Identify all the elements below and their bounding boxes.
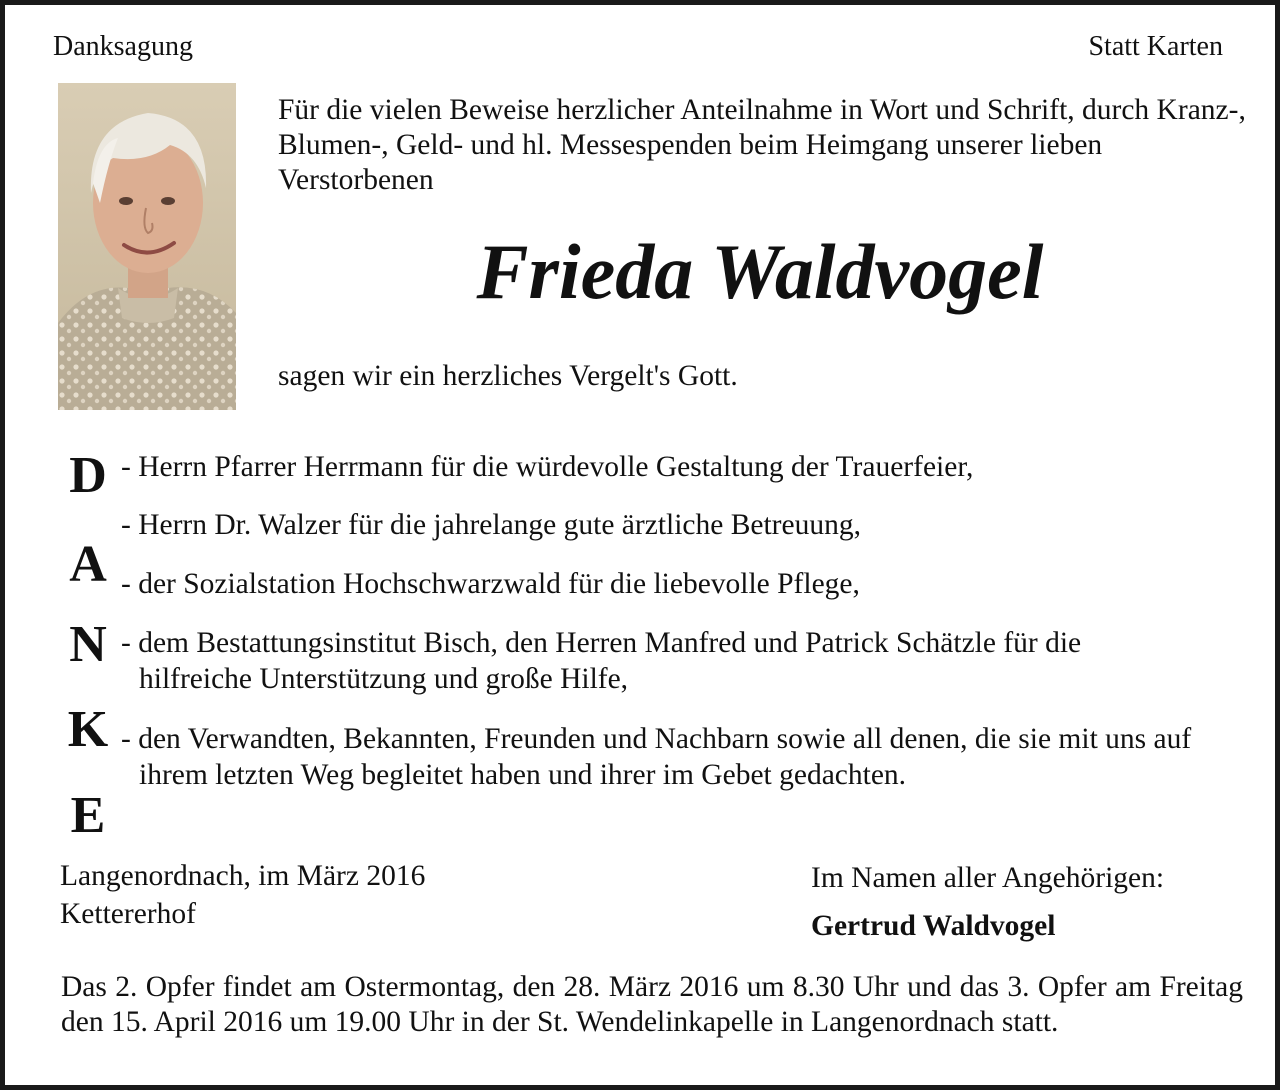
deceased-name: Frieda Waldvogel (476, 228, 1044, 315)
thanks-item-doctor: - Herrn Dr. Walzer für die jahrelange gute ärztliche Betreuung, (121, 509, 861, 541)
header-left-label: Danksagung (53, 31, 193, 62)
signature-label: Im Namen aller Angehörigen: (811, 862, 1165, 894)
danke-letter-d: D (69, 447, 107, 504)
thanks-item-pfarrer: - Herrn Pfarrer Herrmann für die würdevolle Gestaltung der Trauerfeier, (121, 451, 974, 483)
signature-name: Gertrud Waldvogel (811, 910, 1056, 942)
portrait-photo (58, 83, 236, 410)
thanks-item-relatives: - den Verwandten, Bekannten, Freunden und Nachbarn sowie all denen, die sie mit uns auf ihrem letzten Weg begleitet haben und ihrer im Gebet gedachten. (121, 723, 1192, 791)
thanks-item-sozialstation: - der Sozialstation Hochschwarzwald für die liebevolle Pflege, (121, 568, 860, 600)
place-date-line: Langenordnach, im März 2016 (60, 860, 426, 892)
danke-letter-a: A (69, 536, 107, 593)
danke-letter-n: N (69, 616, 107, 673)
danke-letter-k: K (67, 701, 109, 758)
intro-text: Für die vielen Beweise herzlicher Anteilnahme in Wort und Schrift, durch Kranz-, Blumen-, Geld- und hl. Messespenden beim Heimgang unserer lieben Verstorbenen (278, 94, 1246, 196)
place-date (60, 857, 425, 933)
danke-letter-e: E (70, 787, 106, 844)
thanks-item-bestattung: - dem Bestattungsinstitut Bisch, den Herren Manfred und Patrick Schätzle für die hilfreiche Unterstützung und große Hilfe, (121, 627, 1082, 695)
header-right-label: Statt Karten (1088, 31, 1223, 62)
thanks-line: sagen wir ein herzliches Vergelt's Gott. (278, 360, 738, 392)
mass-announcement: Das 2. Opfer findet am Ostermontag, den 28. März 2016 um 8.30 Uhr und das 3. Opfer am Freitag den 15. April 2016 um 19.00 Uhr in der St. Wendelinkapelle in Langenordnach statt. (61, 971, 1243, 1038)
place-farm-line: Kettererhof (60, 898, 196, 930)
signature-block (811, 860, 1164, 944)
